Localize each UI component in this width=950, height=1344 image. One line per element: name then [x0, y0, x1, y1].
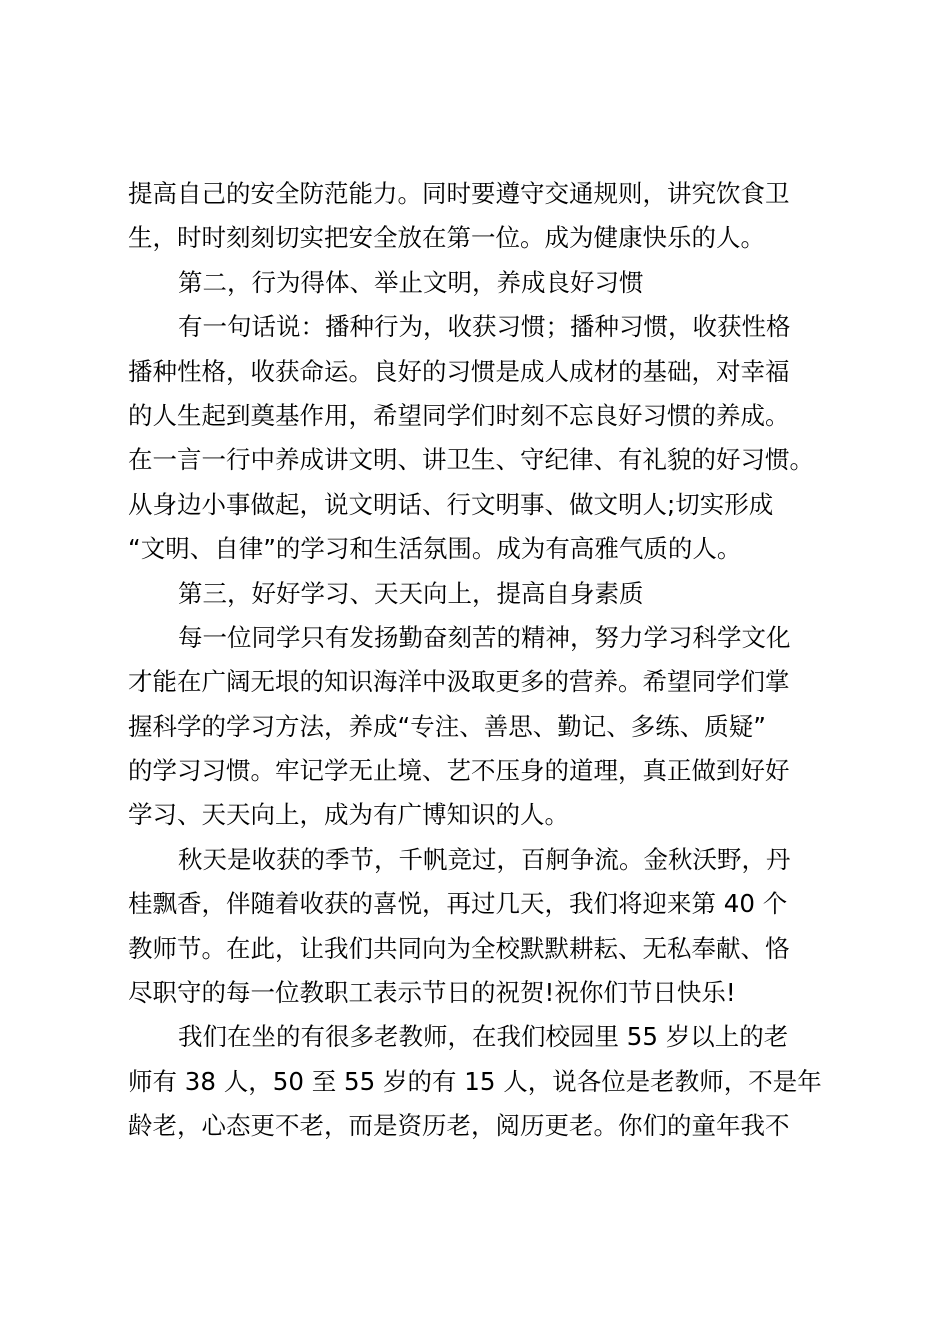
- text-line: 每一位同学只有发扬勤奋刻苦的精神，努力学习科学文化: [178, 622, 791, 652]
- text-line: 播种性格，收获命运。良好的习惯是成人成材的基础，对幸福: [128, 356, 790, 386]
- text-line: “文明、自律”的学习和生活氛围。成为有高雅气质的人。: [128, 534, 742, 564]
- section-heading: 第二，行为得体、举止文明，养成良好习惯: [178, 267, 644, 297]
- text-line: 在一言一行中养成讲文明、讲卫生、守纪律、有礼貌的好习惯。: [128, 445, 814, 475]
- text-line: 有一句话说：播种行为，收获习惯；播种习惯，收获性格: [178, 312, 791, 342]
- text-line: 从身边小事做起，说文明话、行文明事、做文明人;切实形成: [128, 489, 774, 519]
- text-line: 的学习习惯。牢记学无止境、艺不压身的道理，真正做到好好: [128, 756, 790, 786]
- text-line: 教师节。在此，让我们共同向为全校默默耕耘、无私奉献、恪: [128, 933, 790, 963]
- text-line: 龄老，心态更不老，而是资历老，阅历更老。你们的童年我不: [128, 1111, 790, 1141]
- text-line: 学习、天天向上，成为有广博知识的人。: [128, 800, 569, 830]
- text-line: 的人生起到奠基作用，希望同学们时刻不忘良好习惯的养成。: [128, 400, 790, 430]
- text-line: 我们在坐的有很多老教师，在我们校园里 55 岁以上的老: [178, 1022, 789, 1052]
- section-heading: 第三，好好学习、天天向上，提高自身素质: [178, 578, 644, 608]
- body-text: [128, 172, 848, 1149]
- text-line: 尽职守的每一位教职工表示节日的祝贺!祝你们节日快乐!: [128, 978, 736, 1008]
- text-line: 提高自己的安全防范能力。同时要遵守交通规则，讲究饮食卫: [128, 179, 790, 208]
- text-line: 生，时时刻刻切实把安全放在第一位。成为健康快乐的人。: [128, 223, 765, 253]
- text-line: 桂飘香，伴随着收获的喜悦，再过几天，我们将迎来第 40 个: [128, 889, 788, 919]
- text-line: 才能在广阔无垠的知识海洋中汲取更多的营养。希望同学们掌: [128, 667, 790, 697]
- text-line: 秋天是收获的季节，千帆竞过，百舸争流。金秋沃野，丹: [178, 844, 791, 874]
- text-line: 师有 38 人，50 至 55 岁的有 15 人，说各位是老教师，不是年: [128, 1066, 822, 1096]
- text-line: 握科学的学习方法，养成“专注、善思、勤记、多练、质疑”: [128, 711, 766, 741]
